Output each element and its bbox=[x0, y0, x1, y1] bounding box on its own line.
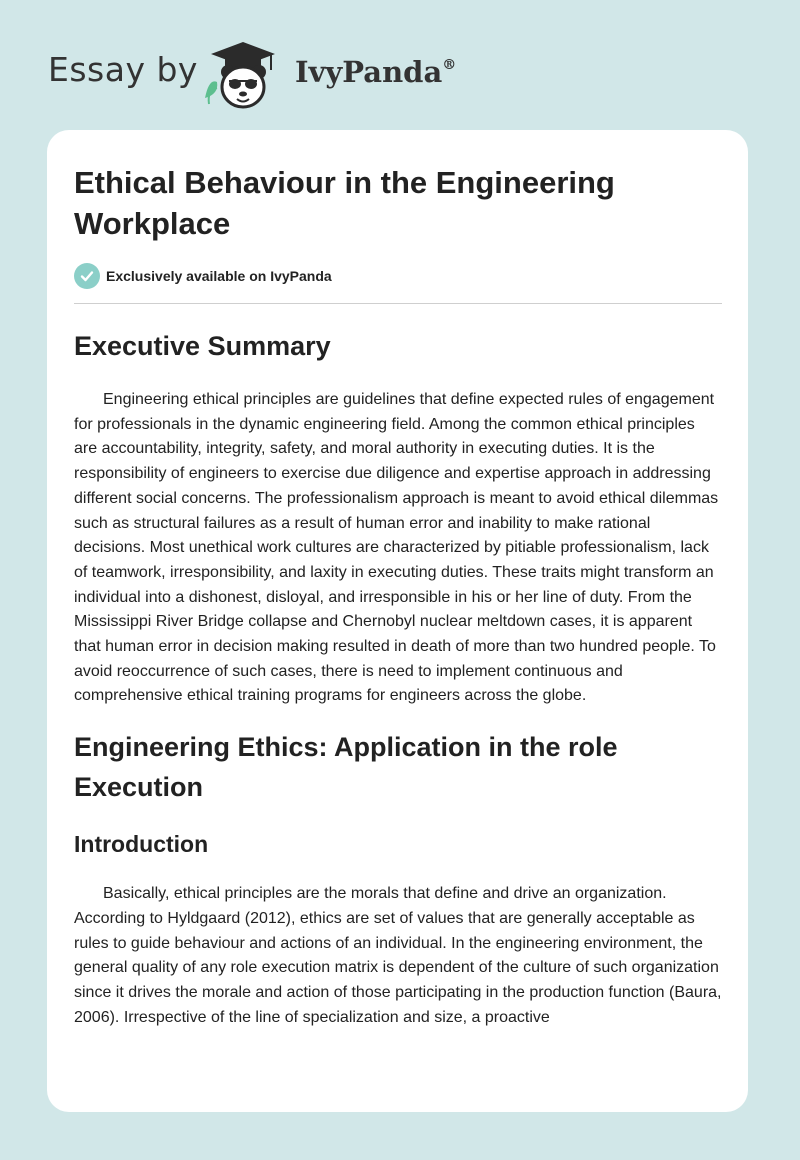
exclusive-badge bbox=[74, 263, 722, 289]
divider bbox=[74, 303, 722, 304]
essay-card bbox=[47, 130, 748, 1112]
brand-text[interactable]: IvyPanda bbox=[295, 55, 443, 89]
brand-name[interactable] bbox=[295, 55, 456, 89]
section-paragraph: Basically, ethical principles are the morals that define and drive an organization. According to Hyldgaard (2012), ethics are set of values that are generally acceptable as rules to guide behaviour and actions of an individual. In the engineering environment, the general quality of any role execution matrix is dependent of the culture of such organization since it drives the morale and action of those participating in the production function (Baura, 2006). Irrespective of the line of specialization and size, a proactive bbox=[74, 885, 722, 1026]
ivypanda-logo-icon[interactable] bbox=[203, 38, 275, 110]
section-heading: Executive Summary bbox=[74, 331, 331, 361]
essay-title: Ethical Behaviour in the Engineering Workplace bbox=[74, 165, 615, 241]
section-paragraph: Engineering ethical principles are guidelines that define expected rules of engagement for professionals in the dynamic engineering field. Among the common ethical principles are accountability, integrity, safety, and moral authority in executing duties. It is the responsibility of engineers to exercise due diligence and expertise approach in addressing different social concerns. The professionalism approach is meant to avoid ethical dilemmas such as structural failures as a result of human error and inability to make rational decisions. Most unethical work cultures are characterized by pitiable professionalism, lack of teamwork, irresponsibility, and laxity in executing duties. These traits might transform an individual into a dishonest, disloyal, and irresponsible in his or her line of duty. From the Mississippi River Bridge collapse and Chernobyl nuclear meltdown cases, it is apparent that human error in decision making resulted in death of more than two hundred people. To avoid reoccurrence of such cases, there is need to implement continuous and comprehensive ethical training programs for engineers across the globe. bbox=[74, 391, 719, 705]
section-heading: Engineering Ethics: Application in the role Execution bbox=[74, 732, 618, 803]
site-header bbox=[48, 38, 748, 108]
subsection-heading: Introduction bbox=[74, 831, 209, 858]
essay-by-label: Essay by bbox=[48, 50, 198, 89]
exclusive-badge-label: Exclusively available on IvyPanda bbox=[106, 268, 332, 284]
check-icon bbox=[74, 263, 100, 289]
registered-mark: ® bbox=[442, 57, 457, 73]
essay-content bbox=[74, 162, 722, 1030]
